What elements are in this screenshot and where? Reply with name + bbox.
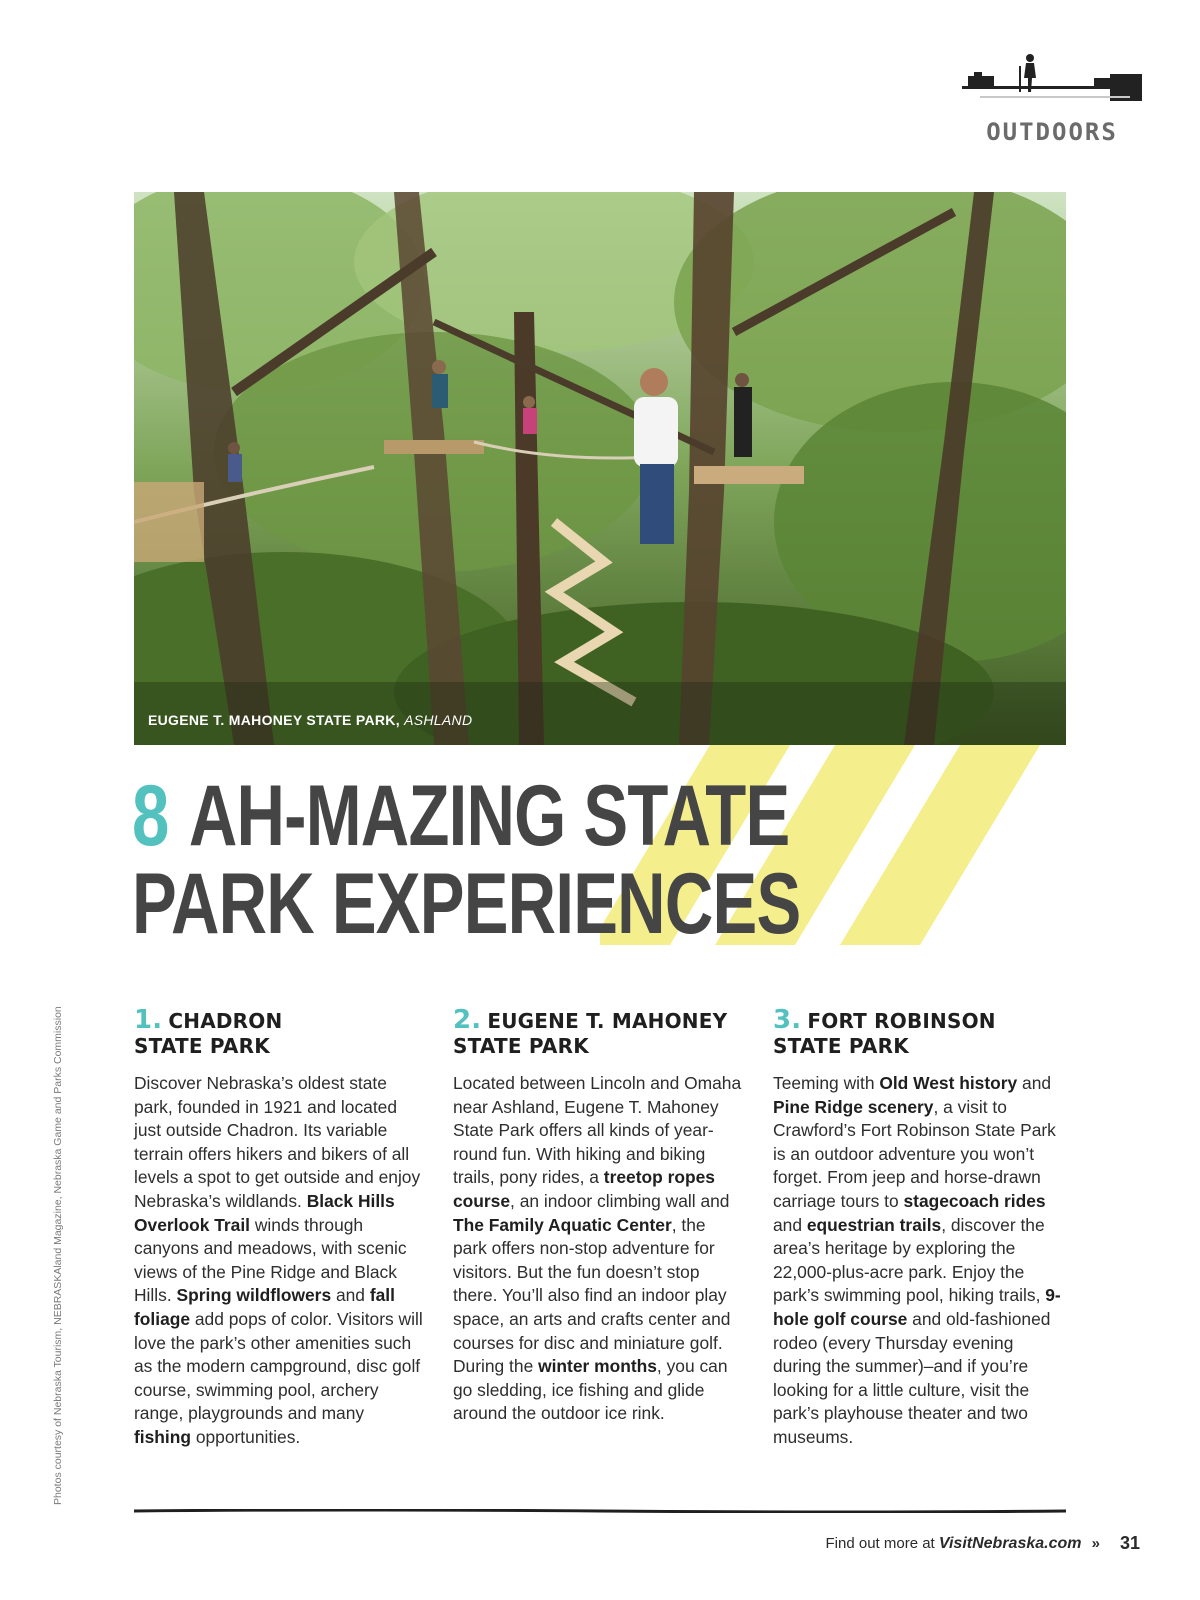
highlight-text: fall foliage [134, 1285, 395, 1329]
photo-caption [136, 706, 484, 736]
double-chevron-icon: » [1091, 1535, 1100, 1552]
footer-cta [700, 1535, 1100, 1553]
highlight-text: equestrian trails [806, 1214, 942, 1235]
photo-credit: Photos courtesy of Nebraska Tourism, NEBRASKAland Magazine, Nebraska Game and Parks Commission [52, 1006, 64, 1505]
highlight-text: Black Hills Overlook Trail [134, 1190, 395, 1235]
caption-town: ASHLAND [404, 712, 473, 728]
park-name-line-1: CHADRON [168, 1009, 283, 1033]
section-label: OUTDOORS [986, 118, 1118, 146]
highlight-text: treetop ropes course [453, 1167, 715, 1211]
website-link[interactable]: VisitNebraska.com [938, 1535, 1082, 1552]
title-line-1-text: AH-MAZING STATE [188, 768, 790, 864]
park-description: Discover Nebraska’s oldest state park, founded in 1921 and located just outside Chadron. Its variable terrain offers hikers and bikers of all levels a spot to get outside and enjoy Nebraska’s wildlands. Black Hills Overlook Trail winds through canyons and meadows, with scenic views of the Pine Ridge and Black Hills. Spring wildflowers and fall foliage add pops of color. Visitors will love the park’s other amenities such as the modern campground, disc golf course, swimming pool, archery range, playgrounds and many fishing opportunities. [134, 1073, 423, 1447]
park-article-2 [453, 1005, 743, 1426]
divider [134, 1500, 1066, 1504]
park-article-3 [773, 1005, 1063, 1450]
highlight-text: Pine Ridge scenery [773, 1096, 934, 1117]
page-title [132, 768, 892, 952]
highlight-text: fishing [134, 1426, 191, 1447]
park-heading [134, 1005, 424, 1059]
highlight-text: The Family Aquatic Center [453, 1214, 672, 1235]
park-name-line-1: EUGENE T. MAHONEY [487, 1009, 728, 1033]
highlight-text: 9-hole golf course [773, 1285, 1061, 1329]
park-name-line-1: FORT ROBINSON [807, 1009, 996, 1033]
park-heading [773, 1005, 1063, 1059]
park-description: Located between Lincoln and Omaha near Ashland, Eugene T. Mahoney State Park offers all kinds of year-round fun. With hiking and biking trails, pony rides, a treetop ropes course, an indoor climbing wall and The Family Aquatic Center, the park offers non-stop adventure for visitors. But the fun doesn’t stop there. You’ll also find an indoor play space, an arts and crafts center and courses for disc and miniature golf. During the winter months, you can go sledding, ice fishing and glide around the outdoor ice rink. [453, 1073, 742, 1424]
page-number: 31 [1120, 1533, 1141, 1553]
park-description: Teeming with Old West history and Pine Ridge scenery, a visit to Crawford’s Fort Robinson State Park is an outdoor adventure you won’t forget. From jeep and horse-drawn carriage tours to stagecoach rides and equestrian trails, discover the area’s heritage by exploring the 22,000-plus-acre park. Enjoy the park’s swimming pool, hiking trails, 9-hole golf course and old-fashioned rodeo (every Thursday evening during the summer)–and if you’re looking for a little culture, visit the park’s playhouse theater and two museums. [773, 1073, 1061, 1447]
title-number: 8 [132, 768, 169, 864]
park-number: 1. [134, 1005, 163, 1035]
park-number: 2. [453, 1005, 482, 1035]
park-name-line-2: STATE PARK [773, 1034, 909, 1058]
title-line-2: PARK EXPERIENCES [132, 856, 801, 952]
highlight-text: stagecoach rides [903, 1190, 1046, 1211]
caption-place: EUGENE T. MAHONEY STATE PARK, [148, 712, 400, 728]
highlight-text: Spring wildflowers [176, 1285, 332, 1306]
highlight-text: Old West history [879, 1073, 1018, 1093]
park-number: 3. [773, 1005, 802, 1035]
park-article-1 [134, 1005, 424, 1450]
footer-cta-prefix: Find out more at [825, 1535, 935, 1552]
park-name-line-2: STATE PARK [134, 1034, 270, 1058]
highlight-text: winter months [538, 1356, 657, 1377]
hiker-landscape-icon [960, 52, 1144, 114]
title-line-1 [132, 768, 790, 864]
hero-photo [134, 192, 1066, 745]
park-heading [453, 1005, 743, 1059]
park-name-line-2: STATE PARK [453, 1034, 589, 1058]
